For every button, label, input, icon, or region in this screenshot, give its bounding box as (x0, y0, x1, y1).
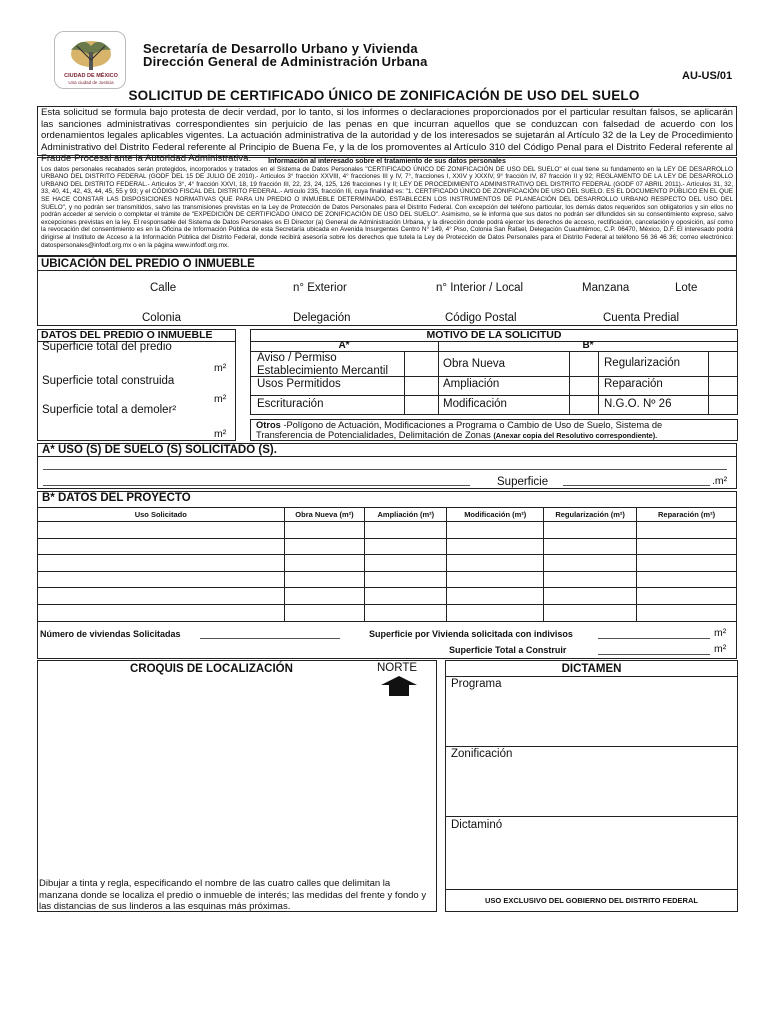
ubicacion-heading: UBICACIÓN DEL PREDIO O INMUEBLE (41, 258, 255, 270)
sup-total-construir-unit: m² (714, 643, 727, 655)
regularizacion-checkbox[interactable] (709, 352, 737, 375)
sup-total-unit: m² (214, 362, 227, 374)
col-regularizacion: Regularización (m²) (544, 508, 637, 522)
modificacion-option: Modificación (443, 398, 507, 410)
sup-total-label: Superficie total del predio (42, 341, 172, 353)
logo-text: CIUDAD DE MÉXICO (64, 73, 118, 79)
col-obra-nueva: Obra Nueva (m²) (284, 508, 365, 522)
sup-vivienda-unit: m² (714, 627, 727, 639)
table-row[interactable] (38, 571, 737, 588)
sup-demoler-label: Superficie total a demoler² (42, 404, 177, 416)
datos-personales-heading: Información al interesado sobre el tratamiento de sus datos personales (268, 158, 506, 165)
datos-personales-text: Los datos personales recabados serán protegidos, incorporados y tratados en el Sistema de Datos Personales "CERTIFICADO ÚNICO DE ZONIFICACIÓN DE USO DEL SUELO" el cual tiene su fundamento en la LEY DE DESARROLLO URBANO DEL DISTRITO FEDERAL (GODF DEL 15 DE JULIO DE 2010).- Artículos 3° fracción XXVIII, 4° fracciones III y IV, 7°, fracciones I, XXIV y XXXIV, 9° fracción IV, 87 fracción II y 92; REGLAMENTO DE LA LEY DE DESARROLLO URBANO DEL DISTRITO FEDERAL.- Artículos 3°, 4° fracción XXVI, 18, 19 fracción III, 22, 23, 24, 125, 126 fracciones I y II; LEY DE PROCEDIMIENTO ADMINISTRATIVO DEL DISTRITO FEDERAL (GODF 07 ABRIL 2011).- Artículos 31, 32, 33, 40, 41, 42, 43, 44, 45, 55 y 93; y el CÓDIGO FISCAL DEL DISTRITO FEDERAL.- Artículo 235, fracción III, cuya finalidad es: "1. CERTIFICADO ÚNICO DE ZONIFICACIÓN DE USO DEL SUELO. ES EL DOCUMENTO PÚBLICO EN EL QUE SE HACE CONSTAR LAS DISPOSICIONES NORMATIVAS QUE PARA UN PREDIO O INMUEBLE DETERMINADO, ESTABLECEN LOS INSTRUMENTOS DE PLANEACIÓN DEL DESARROLLO URBANO RESPECTO DEL USO DEL SUELO", y no podrán ser transmitidos, salvo las transmisiones previstas en la Ley de Protección de Datos Personales para el Distrito Federal. Con excepción del teléfono particular, los demás datos requeridos son obligatorios y sin ellos no podrán acceder al servicio o completar el trámite de "EXPEDICIÓN DE CERTIFICADO ÚNICO DE ZONIFICACIÓN DE USO DEL SUELO". Asimismo, se le informa que sus datos no podrán ser difundidos sin su consentimiento expreso, salvo excepciones previstas en la ley. El responsable del Sistema de Datos Personales es El Director (a) General de Administración Urbana, y la dirección donde podrá ejercer los derechos de acceso, rectificación, cancelación y oposición, así como la revocación del consentimiento es en la Oficina de Información Pública de esta Secretaría ubicada en Avenida Insurgentes Centro N° 149, 4° Piso, Colonia San Rafael, Delegación Cuauhtémoc, C.P. 06470, México, D.F. El interesado podrá dirigirse al Instituto de Acceso a la Información Pública del Distrito Federal, donde recibirá asesoría sobre los derechos que tutela la Ley de Protección de Datos Personales para el Distrito Federal al teléfono 56 36 46 36; correo electrónico: datospersonales@infodf.org.mx o en la página www.infodf.org.mx. (41, 165, 733, 249)
ngo-option: N.G.O. Nº 26 (604, 398, 672, 410)
otros-label: Otros (256, 420, 281, 430)
lote-label: Lote (675, 282, 698, 294)
sup-vivienda-label: Superficie por Vivienda solicitada con indivisos (369, 629, 573, 639)
escrituracion-checkbox[interactable] (405, 396, 437, 414)
table-row[interactable] (38, 538, 737, 555)
superficie-unit: .m² (712, 475, 728, 487)
north-arrow-icon (380, 675, 418, 697)
secretaria-title: Secretaría de Desarrollo Urbano y Vivienda (143, 41, 418, 56)
exterior-label: n° Exterior (293, 282, 347, 294)
table-row[interactable] (38, 522, 737, 539)
modificacion-checkbox[interactable] (570, 396, 597, 414)
protesta-text: Esta solicitud se formula bajo protesta de decir verdad, por lo tanto, si los informes o declaraciones proporcionados por el particular resultan falsos, se aplicarán las sanciones administrativas correspondientes sin perjuicio de las penas en que incurran aquellos que se conduzcan con falsedad de acuerdo con los ordenamientos legales aplicables vigentes. La actuación administrativa de la autoridad y de los interesados se sujetarán al Artículo 32 de la Ley de Procedimiento Administrativo del Distrito Federal referente al Principio de Buena Fe, y la de los promoventes al Artículo 310 del Código Penal para el Distrito Federal referente al Fraude Procesal ante la Autoridad Administrativa. (37, 106, 737, 156)
usos-checkbox[interactable] (405, 377, 437, 394)
col-a-heading: A* (338, 340, 350, 351)
zonificacion-label: Zonificación (451, 748, 513, 760)
croquis-instructions: Dibujar a tinta y regla, especificando el nombre de las cuatro calles que delimitan la manzana donde se localiza el predio o inmueble de interés; las medidas del frente y fondo y las distancias de sus linderos a las esquinas más próximas. (39, 878, 427, 912)
manzana-label: Manzana (582, 282, 630, 294)
proyecto-heading: B* DATOS DEL PROYECTO (42, 492, 191, 504)
col-b-heading: B* (582, 340, 594, 351)
programa-label: Programa (451, 678, 502, 690)
proyecto-table (37, 507, 737, 622)
otros-note: (Anexar copia del Resolutivo correspondiente). (493, 431, 658, 441)
datos-personales-box (37, 157, 737, 256)
page-title: SOLICITUD DE CERTIFICADO ÚNICO DE ZONIFICACIÓN DE USO DEL SUELO (128, 88, 640, 103)
ampliacion-checkbox[interactable] (570, 377, 597, 394)
viviendas-label: Número de viviendas Solicitadas (40, 629, 181, 639)
regularizacion-option: Regularización (604, 357, 681, 369)
col-modificacion: Modificación (m²) (447, 508, 544, 522)
reparacion-checkbox[interactable] (709, 377, 737, 394)
croquis-heading: CROQUIS DE LOCALIZACIÓN (130, 663, 293, 675)
uso-suelo-line[interactable] (43, 469, 727, 470)
calle-field[interactable] (37, 296, 737, 312)
interior-label: n° Interior / Local (436, 282, 524, 294)
viviendas-field[interactable] (200, 638, 340, 639)
col-reparacion: Reparación (m²) (637, 508, 737, 522)
table-row[interactable] (38, 604, 737, 621)
logo (54, 31, 126, 89)
form-code: AU-US/01 (682, 70, 733, 82)
dictamen-heading: DICTAMEN (561, 663, 622, 675)
aviso-option: Aviso / Permiso Establecimiento Mercantil (257, 352, 389, 377)
logo-subtext: Una ciudad de Justicia (68, 80, 114, 85)
obra-nueva-option: Obra Nueva (443, 358, 506, 370)
sup-total-construir-field[interactable] (598, 654, 710, 655)
ampliacion-option: Ampliación (443, 378, 500, 390)
sup-total-construir-label: Superficie Total a Construir (449, 645, 567, 655)
motivo-heading: MOTIVO DE LA SOLICITUD (426, 329, 562, 341)
obra-nueva-checkbox[interactable] (570, 352, 597, 375)
cuenta-label: Cuenta Predial (603, 312, 680, 324)
sup-construida-label: Superficie total construida (42, 375, 175, 387)
dictamino-field[interactable] (446, 833, 737, 888)
uso-suelo-line-2[interactable] (43, 485, 470, 486)
otros-text-block (256, 420, 716, 441)
ngo-checkbox[interactable] (709, 396, 737, 414)
reparacion-option: Reparación (604, 378, 663, 390)
superficie-label: Superficie (497, 476, 549, 488)
table-row[interactable] (38, 588, 737, 605)
programa-field[interactable] (446, 692, 737, 746)
zonificacion-field[interactable] (446, 762, 737, 816)
delegacion-label: Delegación (293, 312, 351, 324)
direccion-title: Dirección General de Administración Urbana (143, 54, 428, 69)
col-ampliacion: Ampliación (m²) (365, 508, 447, 522)
table-header-row (38, 508, 737, 522)
aviso-checkbox[interactable] (405, 352, 437, 375)
croquis-section[interactable] (37, 660, 437, 912)
calle-label: Calle (150, 282, 177, 294)
escrituracion-option: Escrituración (257, 398, 324, 410)
datos-predio-heading: DATOS DEL PREDIO O INMUEBLE (41, 329, 213, 341)
colonia-label: Colonia (142, 312, 181, 324)
usos-option: Usos Permitidos (257, 378, 341, 390)
dictamino-label: Dictaminó (451, 819, 503, 831)
table-row[interactable] (38, 555, 737, 572)
col-uso: Uso Solicitado (38, 508, 285, 522)
otros-text: -Polígono de Actuación, Modificaciones a Programa o Cambio de Uso de Suelo, Sistema de Transferencia de Potencialidades, Delimitación de Zonas (256, 420, 663, 441)
sup-construida-unit: m² (214, 393, 227, 405)
uso-suelo-heading: A* USO (S) DE SUELO (S) SOLICITADO (S). (42, 444, 277, 456)
norte-label: NORTE (377, 662, 418, 674)
cp-label: Código Postal (445, 312, 517, 324)
sup-demoler-unit: m² (214, 428, 227, 440)
superficie-field[interactable] (563, 485, 710, 486)
sup-vivienda-field[interactable] (598, 638, 710, 639)
dictamen-footer: USO EXCLUSIVO DEL GOBIERNO DEL DISTRITO FEDERAL (485, 896, 698, 905)
